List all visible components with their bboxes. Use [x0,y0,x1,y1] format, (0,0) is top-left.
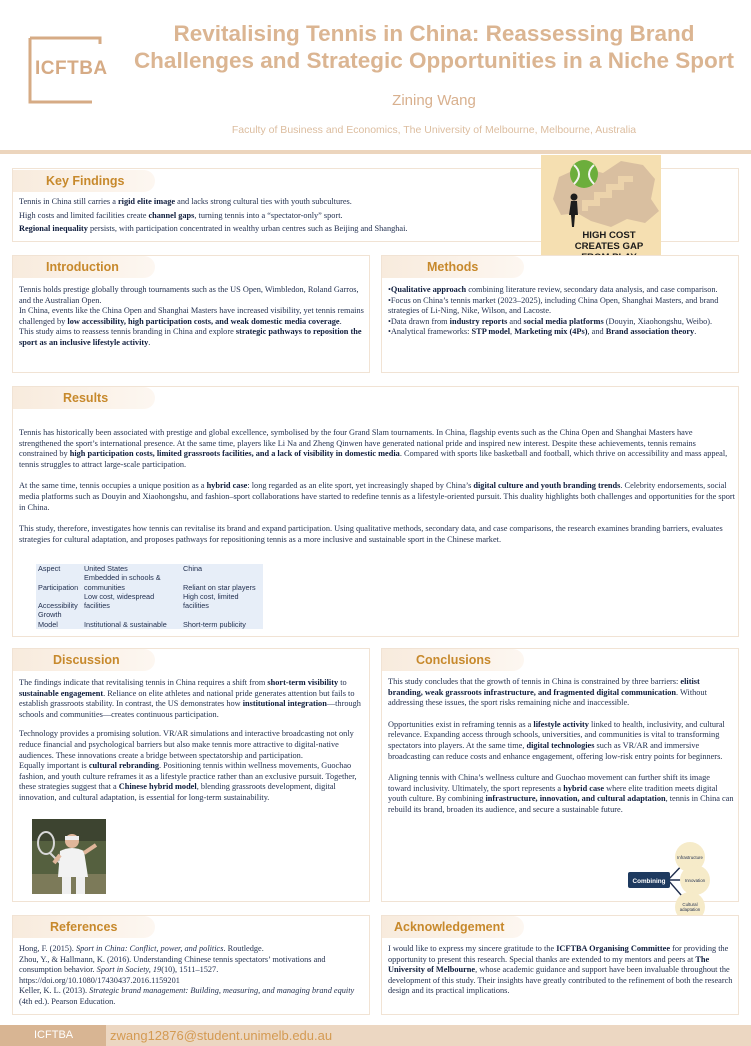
discussion-text: The findings indicate that revitalising tennis in China requires a shift from short-term visibility to sustainable engagement. Reliance on elite athletes and national pride generates attention but fails to establish grassroots stability. In contrast, the US demonstrates how institutional integration—through schools and communities—creates continuous participation. Technology provides a promising solution. VR/AR simulations and interactive broadcasting not only reduce financial and psychological barriers but also make tennis more attractive to digital-native audiences. These innovations create a bridge between spectatorship and participation. Equally important is cultural rebranding. Positioning tennis within wellness movements, Guochao fashion, and youth culture reframes it as a lifestyle practice rather than an exclusive pursuit. Together, these strategies suggest that a Chinese hybrid model, blending grassroots development, digital innovation, and cultural adaptation, is essential for long-term sustainability. [19,678,361,802]
table-cell: United States [84,564,128,573]
infographic-caption: HIGH COST CREATES GAP [574,230,644,252]
conclusions-heading: Conclusions [382,649,524,671]
introduction-heading: Introduction [13,256,155,278]
table-cell: High cost, limited facilities [183,591,239,611]
table-row [36,573,263,592]
adaptation-label: adaptation [679,907,701,912]
comparison-table [36,564,263,629]
combining-diagram [624,837,740,923]
table-row [36,564,263,573]
table-cell: Short-term publicity [183,619,246,629]
author-email[interactable]: zwang12876@student.unimelb.edu.au [110,1028,333,1043]
key-findings-text: Tennis in China still carries a rigid elite image and lacks strong cultural ties with youth subcultures. High costs and limited facilities create channel gaps, turning tennis into a “spectator-only” sport. Regional inequality persists, with participation concentrated in wealthy urban centres such as Beijing and Shanghai. [19,197,408,234]
table-cell: Embedded in schools & communities [84,573,161,592]
table-cell: Institutional & sustainable [84,619,167,629]
table-cell: Low cost, widespread facilities [84,591,155,611]
key-findings-heading: Key Findings [13,170,155,192]
tennis-player-photo [32,819,106,894]
discussion-heading: Discussion [13,649,155,671]
affiliation: Faculty of Business and Economics, The University of Melbourne, Melbourne, Australia [231,124,637,136]
innovation-label: Innovation [684,878,706,883]
introduction-text: Tennis holds prestige globally through tournaments such as the US Open, Wimbledon, Roland Garros, and the Australian Open. In China, events like the China Open and Shanghai Masters have increased visibility, yet tennis remains challenged by low accessibility, high participation costs, and weak domestic media coverage. This study aims to reassess tennis branding in China and explore strategic pathways to reposition the sport as an inclusive lifestyle activity. [19,285,364,347]
header-divider [0,150,751,154]
methods-text: •Qualitative approach combining literature review, secondary data analysis, and case comparison. •Focus on China’s tennis market (2023–2025), including China Open, Shanghai Masters, and brand strategies of Li-Ning, Nike, Wilson, and Lacoste. •Data drawn from industry reports and social media platforms (Douyin, Xiaohongshu, Weibo). •Analytical frameworks: STP model, Marketing mix (4Ps), and Brand association theory. [388,285,719,337]
methods-heading: Methods [382,256,524,278]
table-cell: Accessibility [38,601,78,611]
table-row [36,610,263,629]
results-heading: Results [13,387,155,409]
combining-label: Combining [632,878,666,885]
table-cell: Growth Model [38,610,62,629]
table-cell: China [183,564,203,573]
table-cell: Aspect [38,564,61,573]
references-text: Hong, F. (2015). Sport in China: Conflict, power, and politics. Routledge. Zhou, Y., & Hallmann, K. (2016). Understanding Chinese tennis spectators’ motivations and consumption behavior. Sport in Society, 19(10), 1511–1527. https://doi.org/10.1080/17430437.2016.1159201 Keller, K. L. (2013). Strategic brand management: Building, measuring, and managing brand equity (4th ed.). Pearson Education. [19,944,364,1008]
footer-tag: ICFTBA [0,1025,106,1046]
logo: ICFTBA [35,58,108,79]
acknowledgement-heading: Acknowledgement [382,916,524,938]
references-heading: References [13,916,155,938]
results-text: Tennis has historically been associated with prestige and global excellence, symbolised by the four Grand Slam tournaments. In China, flagship events such as the China Open and Shanghai Masters have strengthened the sport’s international presence. At the same time, players like Li Na and Zheng Qinwen have generated national pride and inspired new interest. Despite these achievements, tennis remains constrained by high participation costs, limited grassroots facilities, and a lack of visibility in domestic media. Compared with sports like basketball and football, which thrive on accessibility and mass appeal, tennis struggles to attract large-scale participation. At the same time, tennis occupies a unique position as a hybrid case: long regarded as an elite sport, yet increasingly shaped by China’s digital culture and youth branding trends. Celebrity endorsements, social media platforms such as Douyin and Xiaohongshu, and fashion–sport collaborations have started to redefine tennis as a lifestyle-oriented pursuit. This duality highlights both challenges and opportunities for the sport in China. This study, therefore, investigates how tennis can revitalise its brand and expand participation. Using qualitative methods, secondary data, and case comparisons, the research examines branding barriers, evaluates strategies for cultural adaptation, and proposes pathways for repositioning tennis as a more inclusive and sustainable sport in the Chinese market. [19,428,735,544]
infrastructure-label: Infrastructure [677,855,703,860]
conclusions-text: This study concludes that the growth of tennis in China is constrained by three barriers: elitist branding, weak grassroots infrastructure, and fragmented digital communication. Without addressing these issues, the sport risks remaining niche and inaccessible. Opportunities exist in reframing tennis as a lifestyle activity linked to health, inclusivity, and cultural relevance. Expanding access through schools, universities, and communities is vital to transforming spectators into players. At the same time, digital technologies such as VR/AR and immersive broadcasting can reduce costs and enhance engagement, offering low-risk entry points for beginners. Aligning tennis with China’s wellness culture and Guochao movement can further shift its image toward inclusivity. Ultimately, the sport represents a hybrid case where elite tradition meets digital youth culture. By combining infrastructure, innovation, and cultural adaptation, tennis in China can rebuild its brand, broaden its audience, and secure a sustainable future. [388,677,734,814]
tennis-ball-icon [568,158,600,190]
page-title: Revitalising Tennis in China: Reassessing Brand Challenges and Strategic Opportunities in a Niche Sport [133,21,735,73]
table-row [36,592,263,611]
table-cell: Participation [38,582,79,592]
infographic [541,155,661,269]
doi-link[interactable]: https://doi.org/10.1080/17430437.2016.1159201 [19,975,180,985]
acknowledgement-text: I would like to express my sincere gratitude to the ICFTBA Organising Committee for providing the opportunity to present this research. Special thanks are extended to my mentors and peers at The University of Melbourne, whose academic guidance and support have been invaluable throughout the development of this study. Their insights have greatly contributed to the refinement of both the research design and its practical implications. [388,944,733,996]
cultural-label: Cultural [682,902,698,907]
author-name: Zining Wang [392,92,476,109]
table-cell: Reliant on star players [183,582,256,592]
